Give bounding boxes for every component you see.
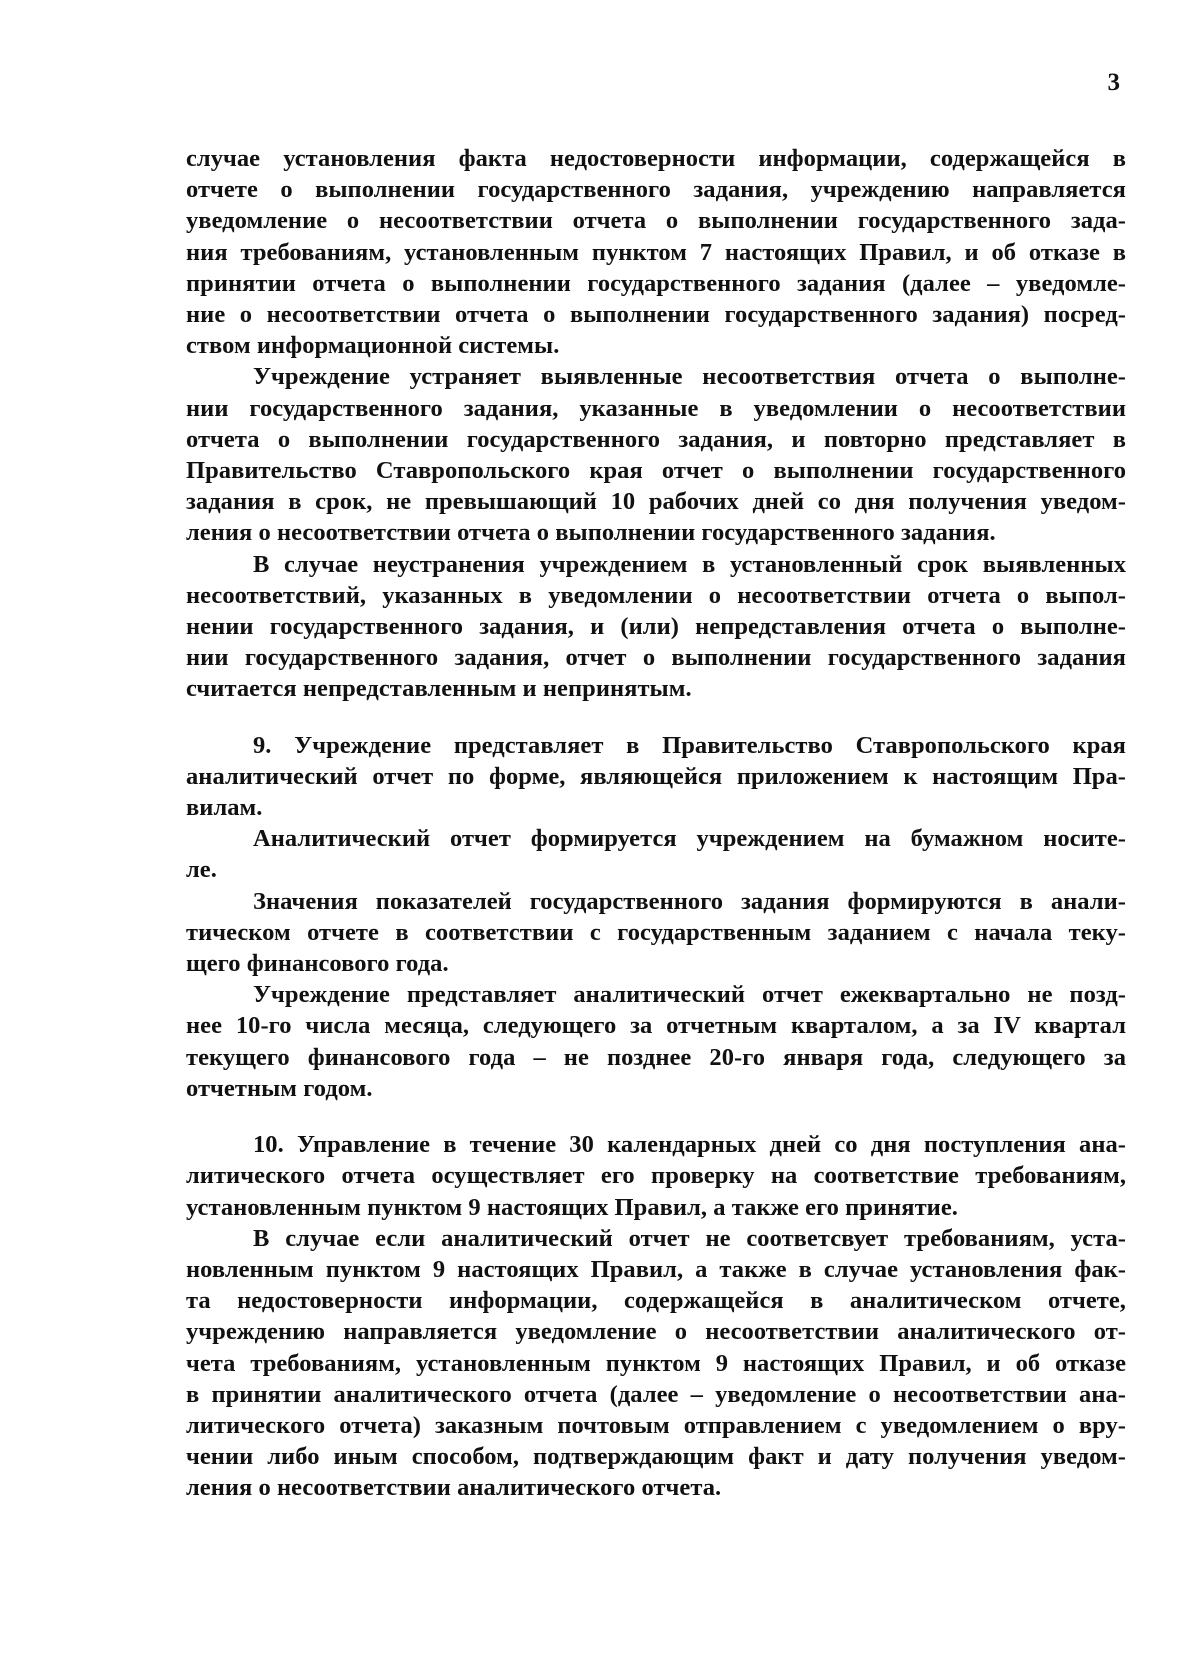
page-number: 3 bbox=[1107, 69, 1120, 96]
text-line: нии государственного задания, отчет о выполнении государственного задания bbox=[186, 644, 1126, 672]
text-line: ния требованиям, установленным пунктом 7 настоящих Правил, и об отказе в bbox=[186, 238, 1126, 266]
text-line: В случае неустранения учреждением в установленный срок выявленных bbox=[253, 550, 1126, 578]
paragraph bbox=[186, 1223, 1126, 1504]
text-line: текущего финансового года – не позднее 20-го января года, следующего за bbox=[186, 1043, 1126, 1071]
paragraph bbox=[186, 361, 1126, 548]
text-line: случае установления факта недостоверности информации, содержащейся в bbox=[186, 145, 1126, 172]
text-line: В случае если аналитический отчет не соответсвует требованиям, уста- bbox=[253, 1224, 1126, 1252]
paragraph bbox=[186, 886, 1126, 980]
text-line: несоответствий, указанных в уведомлении о несоответствии отчета о выпол- bbox=[186, 581, 1126, 609]
paragraph bbox=[186, 979, 1126, 1104]
text-line: вилам. bbox=[186, 794, 263, 822]
document-body bbox=[186, 143, 1126, 1504]
text-line: ления о несоответствии аналитического отчета. bbox=[186, 1474, 722, 1502]
text-line: 10. Управление в течение 30 календарных дней со дня поступления ана- bbox=[253, 1131, 1126, 1159]
text-line: Учреждение представляет аналитический отчет ежеквартально не позд- bbox=[253, 981, 1126, 1009]
text-line: Значения показателей государственного задания формируются в анали- bbox=[253, 887, 1126, 915]
text-line: тическом отчете в соответствии с государственным заданием с начала теку- bbox=[186, 918, 1126, 946]
text-line: Учреждение устраняет выявленные несоответствия отчета о выполне- bbox=[253, 363, 1126, 391]
text-line: чении либо иным способом, подтверждающим факт и дату получения уведом- bbox=[186, 1443, 1126, 1471]
text-line: нее 10-го числа месяца, следующего за отчетным кварталом, а за IV квартал bbox=[186, 1012, 1126, 1040]
text-line: в принятии аналитического отчета (далее – уведомление о несоответствии ана- bbox=[186, 1380, 1126, 1408]
text-line: уведомление о несоответствии отчета о выполнении государственного зада- bbox=[186, 207, 1126, 235]
text-line: задания в срок, не превышающий 10 рабочих дней со дня получения уведом- bbox=[186, 488, 1126, 516]
text-line: нии государственного задания, указанные в уведомлении о несоответствии bbox=[186, 394, 1126, 422]
text-line: новленным пунктом 9 настоящих Правил, а также в случае установления фак- bbox=[186, 1255, 1126, 1283]
text-line: аналитический отчет по форме, являющейся приложением к настоящим Пра- bbox=[186, 762, 1126, 790]
text-line: литического отчета осуществляет его проверку на соответствие требованиям, bbox=[186, 1162, 1126, 1190]
text-line: та недостоверности информации, содержащейся в аналитическом отчете, bbox=[186, 1287, 1126, 1315]
text-line: принятии отчета о выполнении государственного задания (далее – уведомле- bbox=[186, 269, 1126, 297]
paragraph bbox=[186, 549, 1126, 705]
text-line: ления о несоответствии отчета о выполнении государственного задания. bbox=[186, 519, 996, 547]
text-line: отчетным годом. bbox=[186, 1074, 373, 1102]
section-9-paragraph bbox=[186, 730, 1126, 824]
text-line: нении государственного задания, и (или) непредставления отчета о выполне- bbox=[186, 613, 1126, 641]
section-10-paragraph bbox=[186, 1129, 1126, 1223]
paragraph-continuation bbox=[186, 143, 1126, 361]
text-line: установленным пунктом 9 настоящих Правил, а также его принятие. bbox=[186, 1193, 958, 1221]
text-line: 9. Учреждение представляет в Правительство Ставропольского края bbox=[253, 731, 1126, 759]
text-line: щего финансового года. bbox=[186, 950, 449, 978]
text-line: ние о несоответствии отчета о выполнении государственного задания) посред- bbox=[186, 301, 1126, 329]
text-line: Аналитический отчет формируется учреждением на бумажном носите- bbox=[253, 825, 1126, 853]
text-line: учреждению направляется уведомление о несоответствии аналитического от- bbox=[186, 1318, 1126, 1346]
text-line: ством информационной системы. bbox=[186, 332, 560, 360]
text-line: ле. bbox=[186, 856, 217, 884]
paragraph bbox=[186, 823, 1126, 885]
text-line: отчете о выполнении государственного задания, учреждению направляется bbox=[186, 176, 1126, 204]
text-line: литического отчета) заказным почтовым отправлением с уведомлением о вру- bbox=[186, 1411, 1126, 1439]
text-line: чета требованиям, установленным пунктом 9 настоящих Правил, и об отказе bbox=[186, 1349, 1126, 1377]
text-line: Правительство Ставропольского края отчет о выполнении государственного bbox=[186, 457, 1126, 485]
text-line: считается непредставленным и непринятым. bbox=[186, 675, 692, 703]
text-line: отчета о выполнении государственного задания, и повторно представляет в bbox=[186, 425, 1126, 453]
